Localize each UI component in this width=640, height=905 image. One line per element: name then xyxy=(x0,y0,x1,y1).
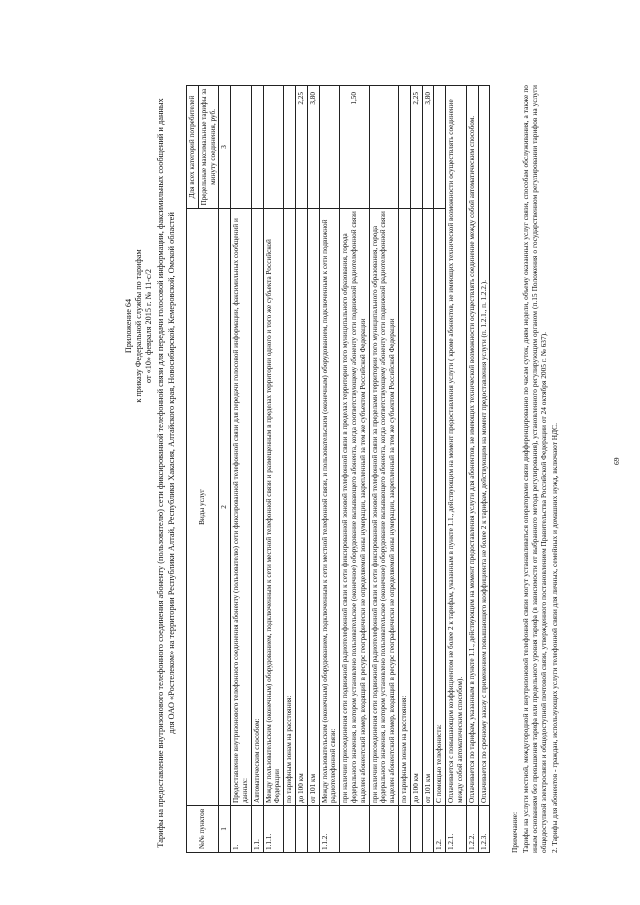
service-text: Автоматическим способом: xyxy=(251,209,263,806)
tariff-value xyxy=(398,86,410,209)
appendix-line-1: Приложение 64 xyxy=(124,298,133,354)
note-1: Тарифы на услуги местной, междугородной и внутризоновой телефонной связи могут устанавливаться операторами связи дифференцированно по часам суток, дням недели, объему оказанных услуг связи, способам обслуживания, а также по иным основаниям без превышения тарифа или предельного уровня тарифа (в зависимости от выбранного метода регулирования), установленного регулирующим органом (п.15 Положения о государственном регулировании тарифов на услуги общедоступной электросвязи и общедоступной почтовой связи, утвержденного постановлением Правительства Российской Федерации от 24 октября 2005 г. № 637). xyxy=(521,85,548,853)
tariff-value: 2,25 xyxy=(295,86,307,209)
item-number: 1.1. xyxy=(251,806,263,853)
service-text: С помощью телефониста: xyxy=(434,209,446,806)
service-text: при наличии присоединения сети подвижной радиотелефонной связи к сети фиксированной зоновой телефонной связи за пределами территории того муниципального образования, города федерального значения, в котором установлено пользовательское (оконечное) оборудование вызывающего абонента, когда соответствующему абоненту сети подвижной радиотелефонной связи выделен абонентский номер, входящий в ресурс географически не определяемой зоны нумерации, закрепленный за тем же субъектом Российской Федерации xyxy=(369,209,398,806)
tariff-value: 3,80 xyxy=(422,86,434,209)
tariff-value xyxy=(263,86,284,209)
header-row xyxy=(187,86,199,853)
page-number: 69 xyxy=(612,457,621,465)
notes-heading: Примечание: xyxy=(510,811,519,853)
table-row xyxy=(446,86,467,853)
tariff-value xyxy=(231,86,252,209)
service-text: Оплачивается по срочному заказу с применением повышающего коэффициента не более 2 к тарифам, действующим на момент предоставления услуги (п. 1.2.1., п. 1.2.2.). xyxy=(478,86,490,806)
column-number: 1 xyxy=(219,806,231,853)
item-number xyxy=(369,806,398,853)
table-row xyxy=(434,86,446,853)
service-text: Между пользовательским (оконечным) оборудованием, подключенным к сети местной телефонной связи, и пользовательским (оконечным) оборудованием, подключенным к сети подвижной радиотелефонной связи: xyxy=(319,209,340,806)
service-text: по тарифным зонам на расстояния: xyxy=(284,209,296,806)
column-number: 2 xyxy=(219,209,231,806)
service-text: от 101 км xyxy=(422,209,434,806)
column-numbers-row xyxy=(219,86,231,853)
service-text: по тарифным зонам на расстояния: xyxy=(398,209,410,806)
item-number xyxy=(307,806,319,853)
table-row xyxy=(251,86,263,853)
table-row xyxy=(284,86,296,853)
service-text: Между пользовательским (оконечным) оборудованием, подключенным к сети местной телефонной связи и размещенным в пределах территории одного и того же субъекта Российской Федерации xyxy=(263,209,284,806)
item-number xyxy=(422,806,434,853)
item-number xyxy=(398,806,410,853)
tariff-value xyxy=(369,86,398,209)
service-text: до 100 км xyxy=(295,209,307,806)
table-row xyxy=(398,86,410,853)
note-2: 2. Тарифы для абонентов - граждан, использующих услуги телефонной связи для личных, семейных и домашних нужд, включают НДС. xyxy=(550,423,559,853)
table-row xyxy=(319,86,340,853)
item-number: 1.1.1. xyxy=(263,806,284,853)
item-number xyxy=(284,806,296,853)
item-number xyxy=(410,806,422,853)
item-number: 1.2. xyxy=(434,806,446,853)
service-text: при наличии присоединения сети подвижной радиотелефонной связи к сети фиксированной зоновой телефонной связи в пределах территории того муниципального образования, города федерального значения, в котором установлено пользовательское (оконечное) оборудование вызывающего абонента, когда соответствующему абоненту сети подвижной радиотелефонной связи выделен абонентский номер, входящий в ресурс географически не определяемой зоны нумерации, закрепленный за тем же субъектом Российской Федерации xyxy=(340,209,369,806)
item-number xyxy=(340,806,369,853)
tariff-value xyxy=(319,86,340,209)
item-number xyxy=(295,806,307,853)
tariff-value xyxy=(434,86,446,209)
table-row xyxy=(422,86,434,853)
table-row xyxy=(263,86,284,853)
service-text: Оплачивается по тарифам, указанным в пункте 1.1., действующим на момент предоставления услуги для абонентов, не имеющих технической возможности осуществлять соединение между собой автоматическим способом. xyxy=(466,86,478,806)
tariffs-table xyxy=(186,85,490,853)
header-service-type: Виды услуг xyxy=(187,209,219,806)
appendix-line-2: к приказу Федеральной службы по тарифам xyxy=(134,249,143,403)
table-row xyxy=(466,86,478,853)
service-text: от 101 км xyxy=(307,209,319,806)
item-number: 1.2.1. xyxy=(446,806,467,853)
table-row xyxy=(231,86,252,853)
item-number: 1.1.2. xyxy=(319,806,340,853)
service-text: Оплачивается с повышающим коэффициентом не более 2 к тарифам, указанным в пункте 1.1., действующим на момент предоставления услуги ( кроме абонентов, не имеющих технической возможности осуществлять соединение между собой автоматическим способом). xyxy=(446,86,467,806)
service-text: Предоставление внутризонового телефонного соединения абоненту (пользователю) сети фиксированной телефонной связи для передачи голосовой информации, факсимильных сообщений и данных: xyxy=(231,209,252,806)
table-row xyxy=(295,86,307,853)
table-row xyxy=(410,86,422,853)
column-number: 3 xyxy=(219,86,231,209)
tariff-value xyxy=(251,86,263,209)
tariff-value: 2,25 xyxy=(410,86,422,209)
document-title: Тарифы на предоставление внутризонового телефонного соединения абоненту (пользователю) сети фиксированной телефонной связи для передачи голосовой информации, факсимильных сообщений и данных для ОАО «Ростелеком» на территории Республики Алтай, Республики Хакасия, Алтайского края, Новосибирской, Кемеровской, Омской областей xyxy=(156,98,176,848)
item-number: 1. xyxy=(231,806,252,853)
tariff-value xyxy=(284,86,296,209)
item-number: 1.2.2. xyxy=(466,806,478,853)
header-item-number: №№ пунктов xyxy=(187,806,219,853)
table-row xyxy=(340,86,369,853)
table-row xyxy=(307,86,319,853)
header-all-consumers: Для всех категорий потребителей xyxy=(187,86,199,209)
table-row xyxy=(478,86,490,853)
service-text: до 100 км xyxy=(410,209,422,806)
appendix-line-3: от «10» февраля 2015 г. № 11-с/2 xyxy=(144,269,153,383)
tariff-value: 3,80 xyxy=(307,86,319,209)
appendix-reference xyxy=(124,226,154,426)
tariff-value: 1,50 xyxy=(340,86,369,209)
table-row xyxy=(369,86,398,853)
item-number: 1.2.3. xyxy=(478,806,490,853)
notes-section xyxy=(510,85,561,853)
header-max-tariff: Предельные максимальные тарифы за минуту соединения, руб. xyxy=(198,86,219,209)
